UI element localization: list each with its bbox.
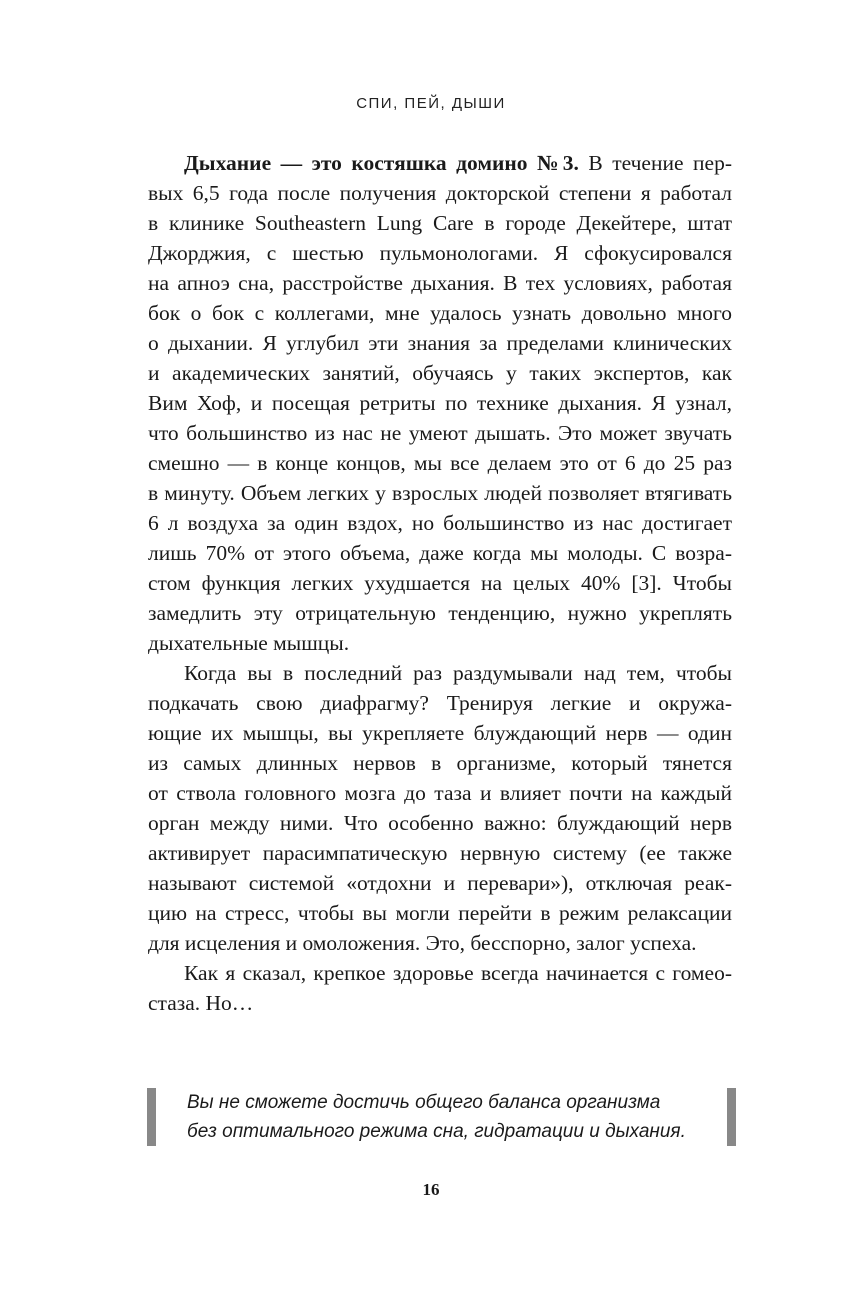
paragraph-1-line: вых 6,5 года после получения докторской степени я работал bbox=[148, 181, 732, 205]
paragraph-2-line: активирует парасимпатическую нервную систему (ее также bbox=[148, 841, 732, 865]
paragraph-2-line: из самых длинных нервов в организме, который тянется bbox=[148, 751, 732, 775]
pullquote-line: без оптимального режима сна, гидратации и дыхания. bbox=[187, 1121, 686, 1142]
lead-bold: Дыхание — это костяшка домино №3. bbox=[184, 151, 579, 175]
paragraph-2-line: от ствола головного мозга до таза и влияет почти на каждый bbox=[148, 781, 732, 805]
paragraph-1-line: что большинство из нас не умеют дышать. Это может звучать bbox=[148, 421, 732, 445]
paragraph-1-line: бок о бок с коллегами, мне удалось узнать довольно много bbox=[148, 301, 732, 325]
paragraph-2-line: называют системой «отдохни и перевари»), отключая реак- bbox=[148, 871, 732, 895]
paragraph-1-line: о дыхании. Я углубил эти знания за пределами клинических bbox=[148, 331, 732, 355]
paragraph-1-line: лишь 70% от этого объема, даже когда мы молоды. С возра- bbox=[148, 541, 732, 565]
paragraph-1-line: и академических занятий, обучаясь у таких экспертов, как bbox=[148, 361, 732, 385]
paragraph-1-line: на апноэ сна, расстройстве дыхания. В тех условиях, работая bbox=[148, 271, 732, 295]
pullquote-text bbox=[187, 1088, 696, 1146]
running-head: СПИ, ПЕЙ, ДЫШИ bbox=[356, 95, 506, 112]
paragraph-1-line: Джорджия, с шестью пульмонологами. Я сфокусировался bbox=[148, 241, 732, 265]
paragraph-1-line: замедлить эту отрицательную тенденцию, нужно укреплять bbox=[148, 601, 732, 625]
paragraph-1-line: 6 л воздуха за один вздох, но большинство из нас достигает bbox=[148, 511, 732, 535]
pullquote-line: Вы не сможете достичь общего баланса организма bbox=[187, 1092, 661, 1113]
paragraph-2-line: орган между ними. Что особенно важно: блуждающий нерв bbox=[148, 811, 732, 835]
paragraph-1-line-1: Дыхание — это костяшка домино №3. В течение пер- bbox=[184, 151, 732, 175]
paragraph-1-line: дыхательные мышцы. bbox=[148, 631, 350, 655]
paragraph-1-line: Вим Хоф, и посещая ретриты по технике дыхания. Я узнал, bbox=[148, 391, 732, 415]
paragraph-2-line: ющие их мышцы, вы укрепляете блуждающий нерв — один bbox=[148, 721, 732, 745]
paragraph-3-line: стаза. Но… bbox=[148, 991, 254, 1015]
body-text bbox=[148, 148, 732, 1018]
quote-bar-left bbox=[147, 1088, 156, 1146]
paragraph-1-line: в клинике Southeastern Lung Care в городе Декейтере, штат bbox=[148, 211, 732, 235]
pullquote bbox=[147, 1088, 736, 1146]
quote-bar-right bbox=[727, 1088, 736, 1146]
paragraph-2-line: для исцеления и омоложения. Это, бесспорно, залог успеха. bbox=[148, 931, 697, 955]
page-number: 16 bbox=[422, 1180, 440, 1199]
paragraph-2-line: Когда вы в последний раз раздумывали над тем, чтобы bbox=[184, 661, 732, 685]
paragraph-1-line: стом функция легких ухудшается на целых 40% [3]. Чтобы bbox=[148, 571, 732, 595]
paragraph-1-line: в минуту. Объем легких у взрослых людей позволяет втягивать bbox=[148, 481, 732, 505]
paragraph-2-line: цию на стресс, чтобы вы могли перейти в режим релаксации bbox=[148, 901, 732, 925]
paragraph-1-line: смешно — в конце концов, мы все делаем это от 6 до 25 раз bbox=[148, 451, 732, 475]
paragraph-3-line: Как я сказал, крепкое здоровье всегда начинается с гомео- bbox=[184, 961, 732, 985]
paragraph-2-line: подкачать свою диафрагму? Тренируя легкие и окружа- bbox=[148, 691, 732, 715]
